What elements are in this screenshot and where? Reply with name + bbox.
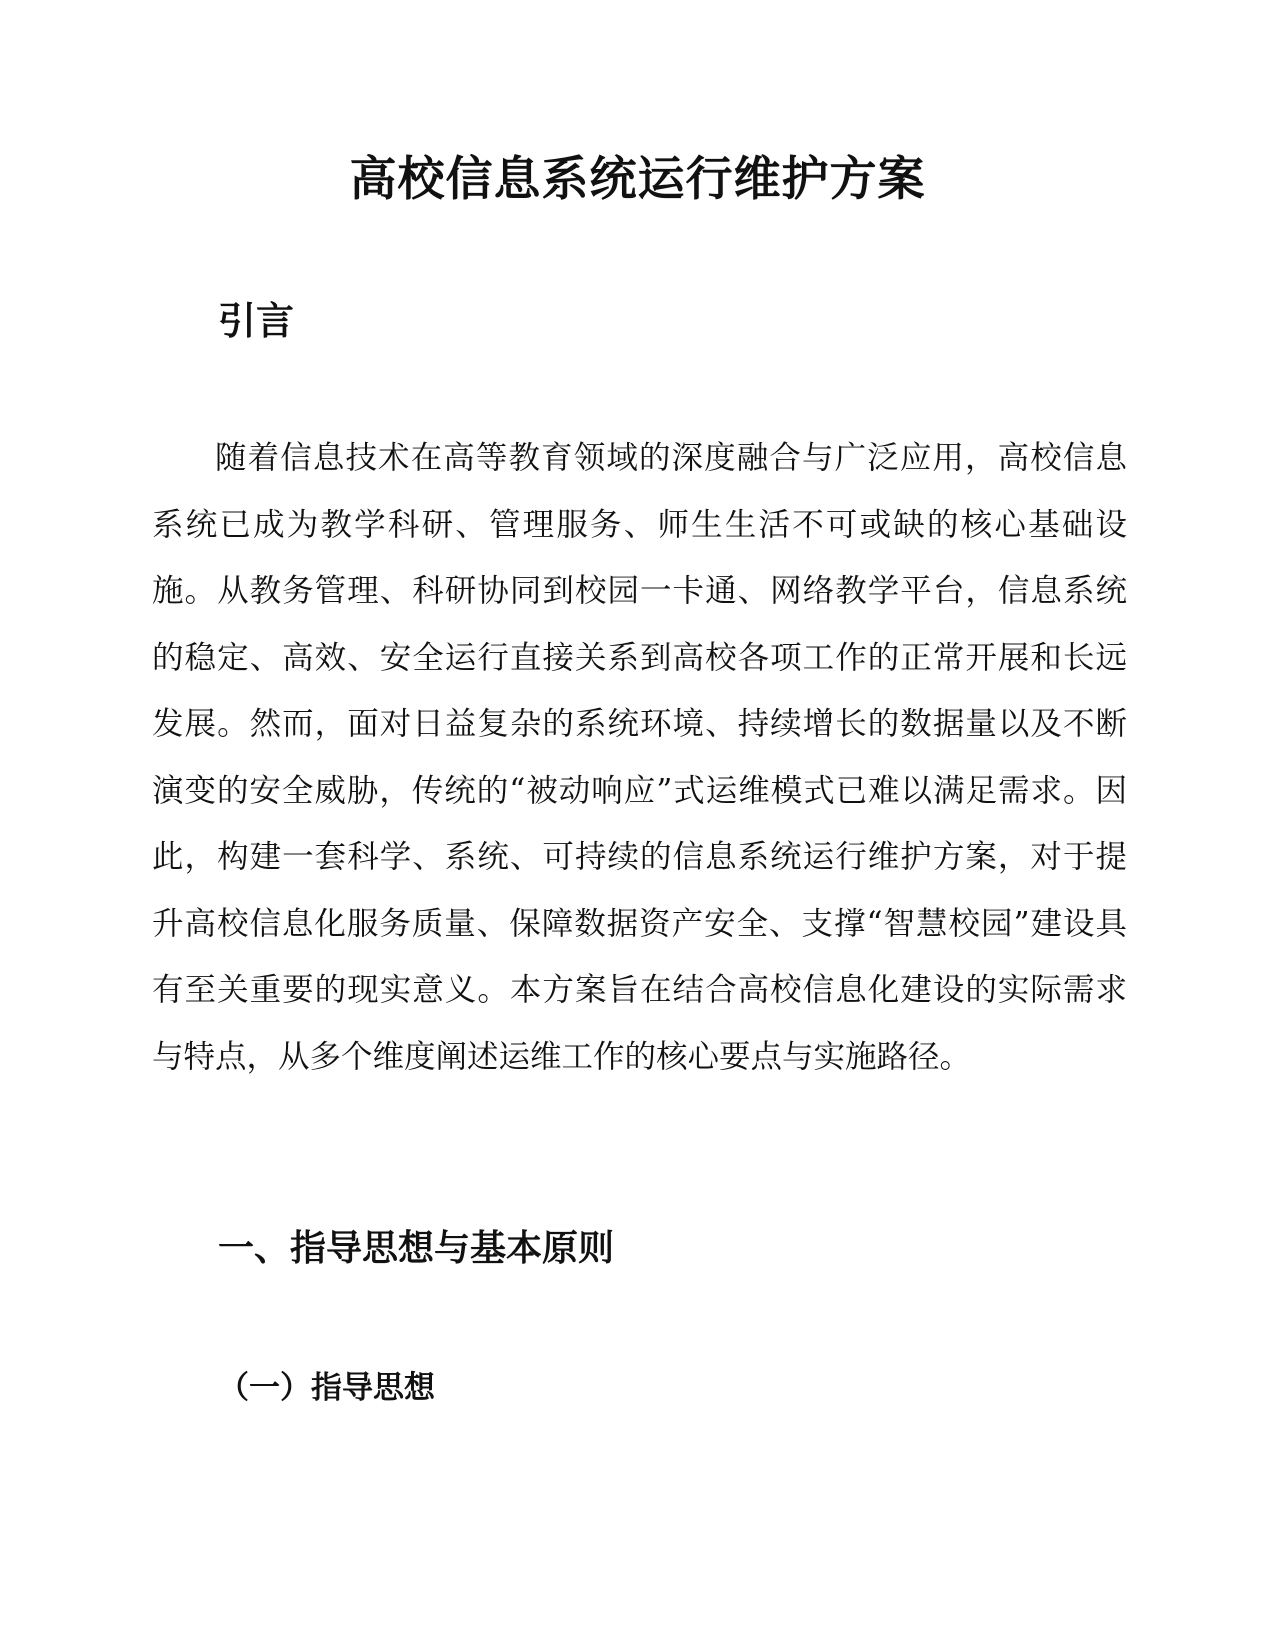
document-title: 高校信息系统运行维护方案 [349,152,926,207]
subsection-1-heading: （一）指导思想 [218,1370,435,1406]
intro-paragraph: 随着信息技术在高等教育领域的深度融合与广泛应用，高校信息系统已成为教学科研、管理服务、师生生活不可或缺的核心基础设施。从教务管理、科研协同到校园一卡通、网络教学平台，信息系统的稳定、高效、安全运行直接关系到高校各项工作的正常开展和长远发展。然而，面对日益复杂的系统环境、持续增长的数据量以及不断演变的安全威胁，传统的“被动响应”式运维模式已难以满足需求。因此，构建一套科学、系统、可持续的信息系统运行维护方案，对于提升高校信息化服务质量、保障数据资产安全、支撑“智慧校园”建设具有至关重要的现实意义。本方案旨在结合高校信息化建设的实际需求与特点，从多个维度阐述运维工作的核心要点与实施路径。 [152,440,1127,1075]
intro-heading: 引言 [218,299,295,343]
chapter-1-heading: 一、指导思想与基本原则 [218,1228,615,1269]
